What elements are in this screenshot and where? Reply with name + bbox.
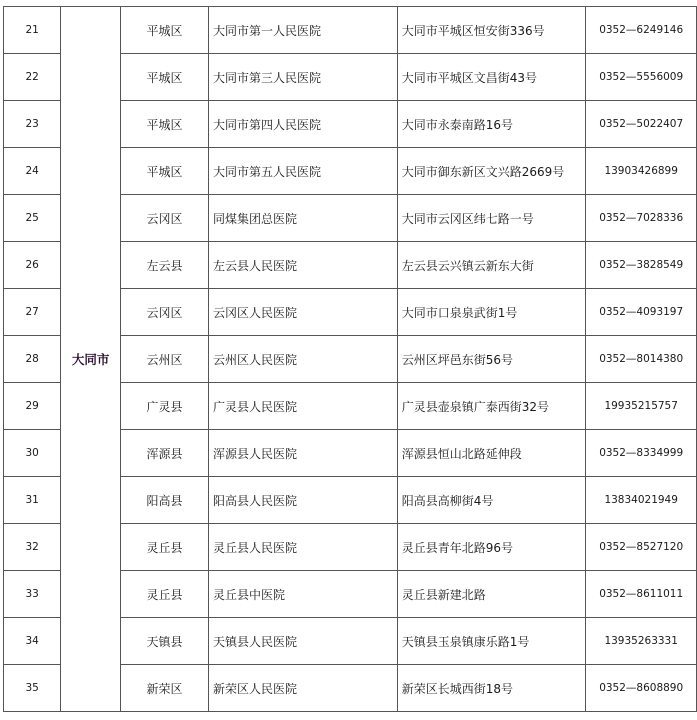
hospital-name-cell: 新荣区人民医院 — [209, 665, 398, 712]
hospital-table — [3, 6, 697, 712]
district-cell: 平城区 — [120, 7, 208, 54]
address-cell: 浑源县恒山北路延伸段 — [397, 430, 586, 477]
phone-cell: 0352—8527120 — [586, 524, 697, 571]
row-number: 26 — [4, 242, 61, 289]
district-cell: 灵丘县 — [120, 524, 208, 571]
district-cell: 新荣区 — [120, 665, 208, 712]
hospital-name-cell: 浑源县人民医院 — [209, 430, 398, 477]
row-number: 22 — [4, 54, 61, 101]
address-cell: 阳高县高柳街4号 — [397, 477, 586, 524]
hospital-name-cell: 云州区人民医院 — [209, 336, 398, 383]
address-cell: 灵丘县新建北路 — [397, 571, 586, 618]
phone-cell: 0352—3828549 — [586, 242, 697, 289]
row-number: 25 — [4, 195, 61, 242]
district-cell: 阳高县 — [120, 477, 208, 524]
hospital-name-cell: 大同市第四人民医院 — [209, 101, 398, 148]
row-number: 21 — [4, 7, 61, 54]
address-cell: 左云县云兴镇云新东大街 — [397, 242, 586, 289]
row-number: 27 — [4, 289, 61, 336]
address-cell: 大同市永泰南路16号 — [397, 101, 586, 148]
district-cell: 天镇县 — [120, 618, 208, 665]
district-cell: 平城区 — [120, 101, 208, 148]
phone-cell: 0352—5022407 — [586, 101, 697, 148]
address-cell: 大同市云冈区纬七路一号 — [397, 195, 586, 242]
phone-cell: 0352—7028336 — [586, 195, 697, 242]
city-cell: 大同市 — [61, 7, 121, 712]
address-cell: 天镇县玉泉镇康乐路1号 — [397, 618, 586, 665]
phone-cell: 0352—8334999 — [586, 430, 697, 477]
hospital-name-cell: 云冈区人民医院 — [209, 289, 398, 336]
phone-cell: 13935263331 — [586, 618, 697, 665]
district-cell: 平城区 — [120, 148, 208, 195]
row-number: 33 — [4, 571, 61, 618]
phone-cell: 13834021949 — [586, 477, 697, 524]
table-row — [4, 7, 697, 54]
hospital-name-cell: 大同市第三人民医院 — [209, 54, 398, 101]
hospital-name-cell: 广灵县人民医院 — [209, 383, 398, 430]
row-number: 32 — [4, 524, 61, 571]
district-cell: 左云县 — [120, 242, 208, 289]
row-number: 24 — [4, 148, 61, 195]
district-cell: 平城区 — [120, 54, 208, 101]
hospital-name-cell: 左云县人民医院 — [209, 242, 398, 289]
phone-cell: 0352—6249146 — [586, 7, 697, 54]
phone-cell: 13903426899 — [586, 148, 697, 195]
address-cell: 云州区坪邑东街56号 — [397, 336, 586, 383]
row-number: 28 — [4, 336, 61, 383]
district-cell: 云冈区 — [120, 195, 208, 242]
hospital-name-cell: 灵丘县人民医院 — [209, 524, 398, 571]
row-number: 31 — [4, 477, 61, 524]
district-cell: 云州区 — [120, 336, 208, 383]
row-number: 29 — [4, 383, 61, 430]
district-cell: 云冈区 — [120, 289, 208, 336]
row-number: 35 — [4, 665, 61, 712]
row-number: 34 — [4, 618, 61, 665]
phone-cell: 0352—4093197 — [586, 289, 697, 336]
row-number: 23 — [4, 101, 61, 148]
phone-cell: 0352—8014380 — [586, 336, 697, 383]
address-cell: 灵丘县青年北路96号 — [397, 524, 586, 571]
hospital-name-cell: 大同市第五人民医院 — [209, 148, 398, 195]
address-cell: 新荣区长城西街18号 — [397, 665, 586, 712]
hospital-name-cell: 灵丘县中医院 — [209, 571, 398, 618]
hospital-name-cell: 同煤集团总医院 — [209, 195, 398, 242]
hospital-name-cell: 天镇县人民医院 — [209, 618, 398, 665]
phone-cell: 0352—5556009 — [586, 54, 697, 101]
hospital-table-body — [4, 7, 697, 712]
hospital-name-cell: 阳高县人民医院 — [209, 477, 398, 524]
address-cell: 大同市平城区恒安街336号 — [397, 7, 586, 54]
address-cell: 大同市口泉泉武街1号 — [397, 289, 586, 336]
address-cell: 广灵县壶泉镇广泰西街32号 — [397, 383, 586, 430]
row-number: 30 — [4, 430, 61, 477]
district-cell: 广灵县 — [120, 383, 208, 430]
address-cell: 大同市御东新区文兴路2669号 — [397, 148, 586, 195]
phone-cell: 19935215757 — [586, 383, 697, 430]
phone-cell: 0352—8608890 — [586, 665, 697, 712]
phone-cell: 0352—8611011 — [586, 571, 697, 618]
district-cell: 灵丘县 — [120, 571, 208, 618]
address-cell: 大同市平城区文昌街43号 — [397, 54, 586, 101]
hospital-name-cell: 大同市第一人民医院 — [209, 7, 398, 54]
district-cell: 浑源县 — [120, 430, 208, 477]
